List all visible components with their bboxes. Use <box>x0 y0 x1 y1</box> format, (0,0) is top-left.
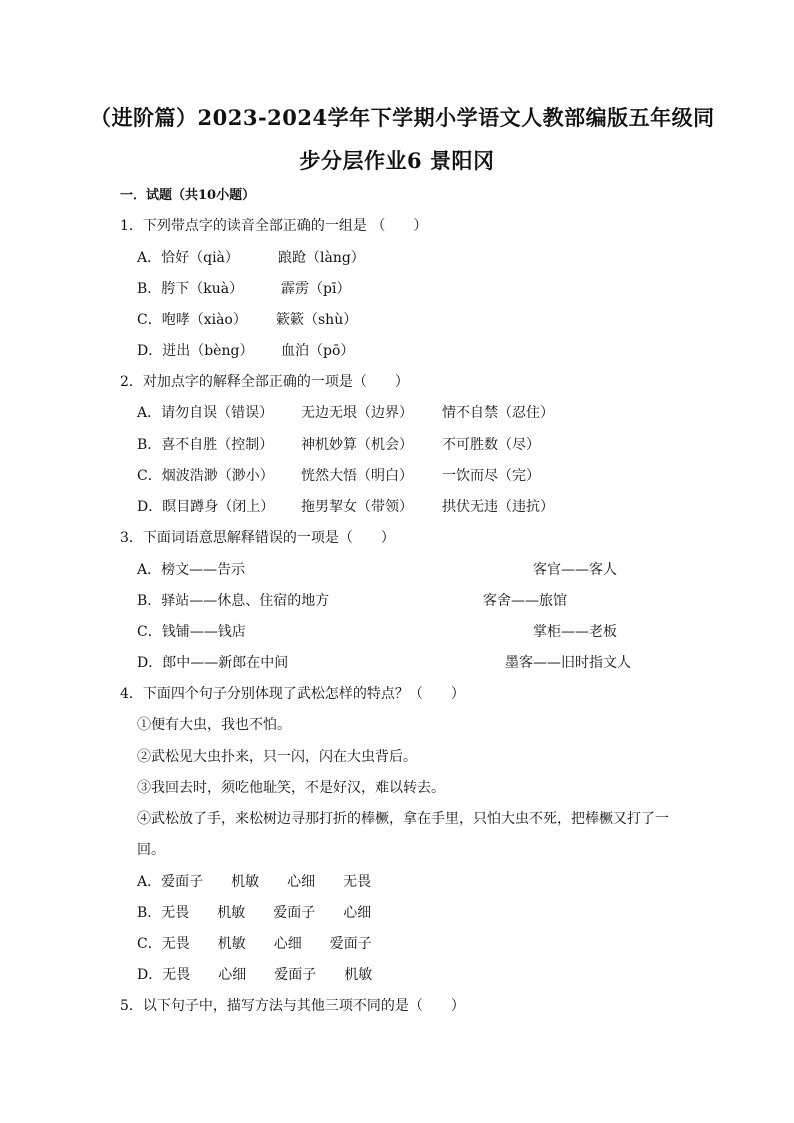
q3-option-c-2: 掌柜——老板 <box>533 624 617 640</box>
q4-sentence-2: ②武松见大虫扑来，只一闪，闪在大虫背后。 <box>137 749 417 765</box>
q2-option-b-2: 神机妙算（机会） <box>301 437 413 453</box>
q4-option-d: D．无畏 心细 爱面子 机敏 <box>137 967 373 983</box>
q1-option-d-word2: 血泊（pō） <box>281 343 355 359</box>
q1-option-d: D．迸出（bèng） <box>137 343 254 359</box>
question-2-stem: 2．对加点字的解释全部正确的一项是（ ） <box>120 374 409 390</box>
q2-option-b-1: B．喜不自胜（控制） <box>137 437 274 453</box>
q2-option-d-3: 拱伏无违（违抗） <box>442 499 554 515</box>
q2-option-d-2: 拖男挈女（带领） <box>301 499 413 515</box>
q2-option-b-3: 不可胜数（尽） <box>442 437 540 453</box>
q3-option-b-1: B．驿站——休息、住宿的地方 <box>137 593 330 609</box>
q1-option-b-word2: 霹雳（pī） <box>281 281 351 297</box>
q4-sentence-4: ④武松放了手，来松树边寻那打折的棒橛，拿在手里，只怕大虫不死，把棒橛又打了一 <box>137 811 669 827</box>
question-3-stem: 3．下面词语意思解释错误的一项是（ ） <box>120 530 395 546</box>
q1-option-c-word2: 簌簌（shù） <box>276 312 358 328</box>
q1-option-b: B．胯下（kuà） <box>137 281 244 297</box>
document-title-line-1: （进阶篇）2023-2024学年下学期小学语文人教部编版五年级同 <box>90 105 715 130</box>
q4-option-c: C．无畏 机敏 心细 爱面子 <box>137 936 372 952</box>
q4-sentence-3: ③我回去时，须吃他耻笑，不是好汉，难以转去。 <box>137 780 445 796</box>
q3-option-a-2: 客官——客人 <box>533 562 617 578</box>
q4-option-b: B．无畏 机敏 爱面子 心细 <box>137 905 372 921</box>
q2-option-d-1: D．瞑目蹲身（闭上） <box>137 499 275 515</box>
question-4-stem: 4．下面四个句子分别体现了武松怎样的特点？（ ） <box>120 686 465 702</box>
q3-option-d-1: D．郎中——新郎在中间 <box>137 655 289 671</box>
q2-option-c-3: 一饮而尽（完） <box>442 468 540 484</box>
q4-sentence-1: ①便有大虫，我也不怕。 <box>137 717 291 733</box>
q2-option-a-3: 情不自禁（忍住） <box>442 405 554 421</box>
q2-option-a-1: A．请勿自误（错误） <box>137 405 274 421</box>
q4-sentence-4-continued: 回。 <box>137 842 165 858</box>
q3-option-a-1: A．榜文——告示 <box>137 562 246 578</box>
q1-option-c: C．咆哮（xiào） <box>137 312 247 328</box>
q3-option-c-1: C．钱铺——钱店 <box>137 624 246 640</box>
q2-option-a-2: 无边无垠（边界） <box>301 405 413 421</box>
q4-option-a: A．爱面子 机敏 心细 无畏 <box>137 874 372 890</box>
q2-option-c-1: C．烟波浩渺（渺小） <box>137 468 274 484</box>
q3-option-b-2: 客舍——旅馆 <box>483 593 567 609</box>
q2-option-c-2: 恍然大悟（明白） <box>301 468 413 484</box>
section-heading: 一．试题（共10小题） <box>120 188 256 203</box>
question-1-stem: 1．下列带点字的读音全部正确的一组是 （ ） <box>120 218 428 234</box>
q1-option-a-word2: 踉跄（làng） <box>278 250 365 266</box>
question-5-stem: 5．以下句子中，描写方法与其他三项不同的是（ ） <box>120 998 465 1014</box>
q3-option-d-2: 墨客——旧时指文人 <box>505 655 631 671</box>
document-title-line-2: 步分层作业6 景阳冈 <box>299 148 495 173</box>
q1-option-a: A．恰好（qià） <box>137 250 239 266</box>
